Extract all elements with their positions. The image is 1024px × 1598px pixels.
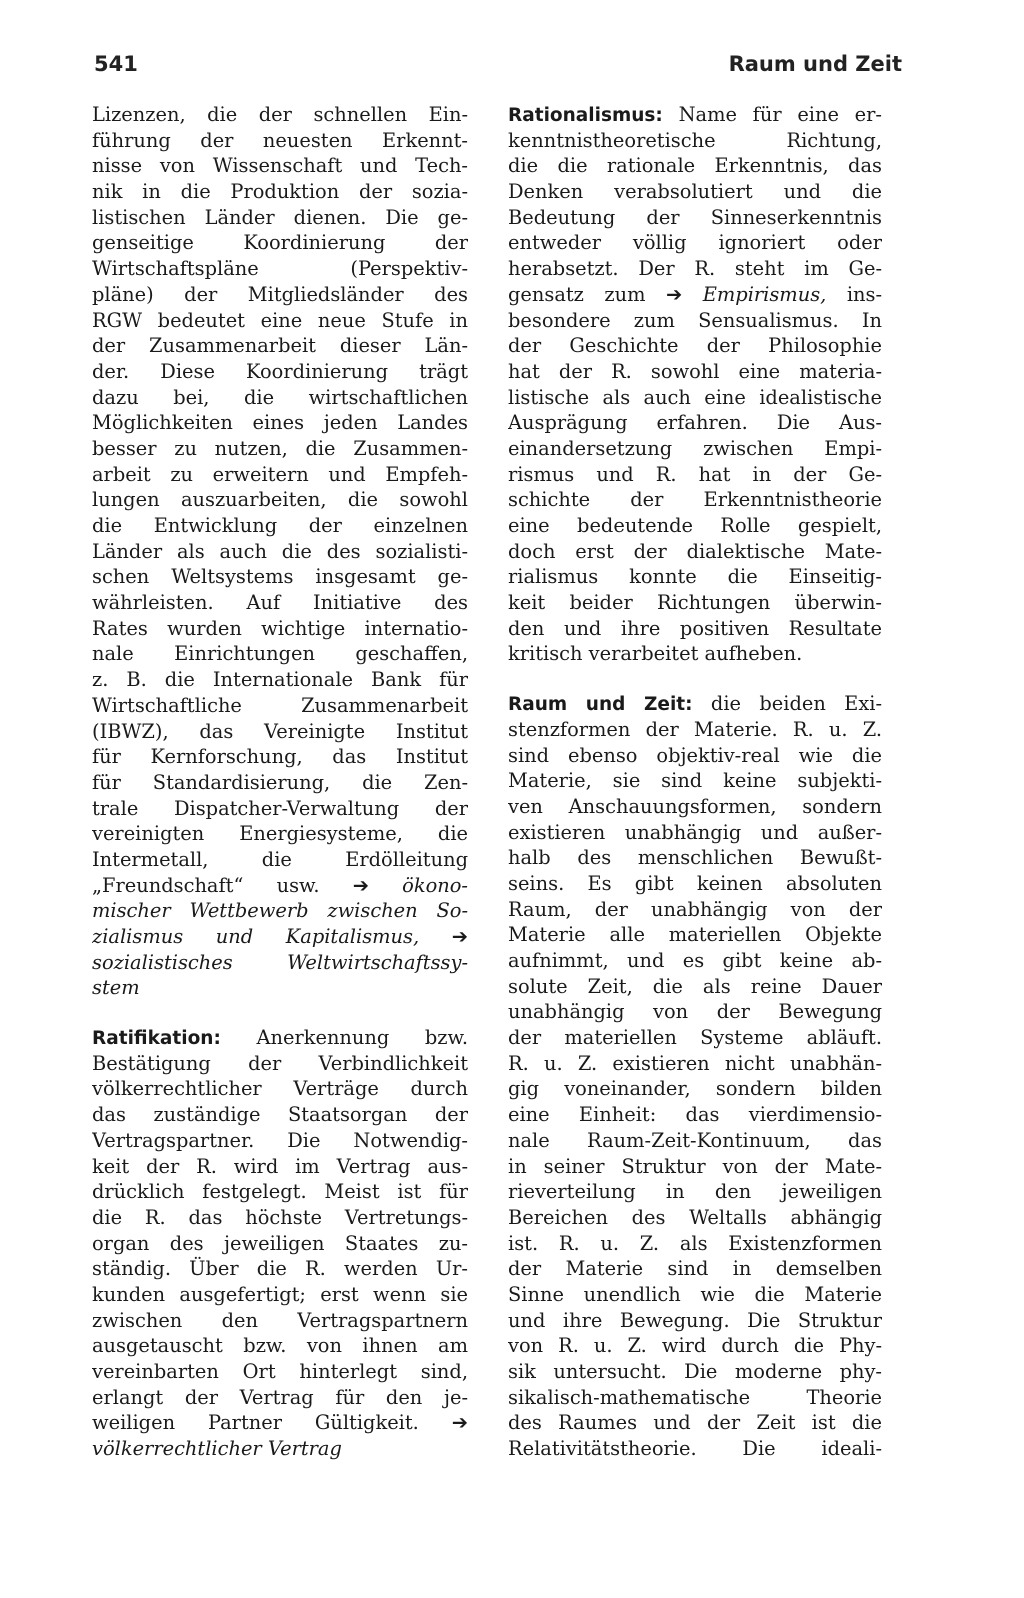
- text-line: führung der neuesten Erkennt-: [92, 128, 468, 152]
- text-line: vereinigten Energiesysteme, die: [92, 822, 468, 846]
- text-line: Bereichen des Weltalls abhängig: [508, 1205, 882, 1229]
- text-line: einandersetzung zwischen Empi-: [508, 436, 882, 460]
- text-line: trale Dispatcher-Verwaltung der: [92, 796, 468, 820]
- text-line: besser zu nutzen, die Zusammen-: [92, 436, 468, 460]
- text-line: gig voneinander, sondern bilden: [508, 1077, 882, 1101]
- entry-term: Rationalismus:: [508, 105, 663, 126]
- text-line: vereinbarten Ort hinterlegt sind,: [92, 1360, 468, 1383]
- text-line: eine Einheit: das vierdimensio-: [508, 1103, 882, 1127]
- text-line: kritisch verarbeitet aufheben.: [508, 642, 803, 666]
- text-line: für Standardisierung, die Zen-: [92, 770, 468, 794]
- cross-reference: Empirismus,: [702, 282, 827, 306]
- text-line: Rates wurden wichtige internatio-: [92, 616, 468, 640]
- text-line: (IBWZ), das Vereinigte Institut: [92, 719, 468, 743]
- text-line: [92, 873, 468, 899]
- text-line: keit beider Richtungen überwin-: [508, 591, 882, 615]
- text-line: ist. R. u. Z. als Existenzformen: [508, 1231, 882, 1255]
- cross-reference-arrow-icon: ➔: [451, 1411, 468, 1435]
- text-line: der materiellen Systeme abläuft.: [508, 1026, 882, 1050]
- text-line: ausgetauscht bzw. von ihnen am: [92, 1334, 468, 1358]
- running-head: Raum und Zeit: [728, 52, 902, 76]
- text-line: nale Einrichtungen geschaffen,: [92, 642, 468, 666]
- text-line: doch erst der dialektische Mate-: [508, 539, 882, 563]
- entry-term: Raum und Zeit:: [508, 694, 693, 716]
- text-line: Ausprägung erfahren. Die Aus-: [508, 411, 882, 435]
- text-line: rieverteilung in den jeweiligen: [508, 1180, 882, 1204]
- text-line: Länder als auch die des sozialisti-: [92, 539, 468, 563]
- text-line: herabsetzt. Der R. steht im Ge-: [508, 257, 882, 281]
- page-header: [94, 52, 902, 84]
- cross-reference-arrow-icon: ➔: [352, 873, 369, 897]
- entry-term: Ratifikation:: [92, 1028, 221, 1050]
- left-column: [92, 102, 468, 1462]
- text-line: halb des menschlichen Bewußt-: [508, 846, 882, 870]
- text-fragment: weiligen Partner Gültigkeit.: [92, 1411, 419, 1435]
- text-line: Intermetall, die Erdölleitung: [92, 847, 468, 871]
- text-line: aufnimmt, und es gibt keine ab-: [508, 949, 882, 972]
- text-line: rialismus konnte die Einseitig-: [508, 565, 882, 589]
- entry-raum-und-zeit: [508, 691, 882, 1462]
- text-line: stenzformen der Materie. R. u. Z.: [508, 717, 882, 741]
- text-line: kenntnistheoretische Richtung,: [508, 128, 882, 152]
- text-line: Möglichkeiten eines jeden Landes: [92, 411, 468, 435]
- text-line: besondere zum Sensualismus. In: [508, 308, 882, 332]
- text-line: [92, 1410, 468, 1436]
- cross-reference-line: mischer Wettbewerb zwischen So-: [92, 899, 468, 923]
- text-line: Vertragspartner. Die Notwendig-: [92, 1128, 468, 1152]
- text-line: existieren unabhängig und außer-: [508, 820, 882, 844]
- text-line: Sinne unendlich wie die Materie: [508, 1282, 882, 1306]
- text-line: solute Zeit, die als reine Dauer: [508, 974, 882, 998]
- entry-continuation: [92, 102, 468, 1001]
- entry-rationalismus: [508, 102, 882, 667]
- text-line: Materie alle materiellen Objekte: [508, 923, 882, 947]
- text-line: sikalisch-mathematische Theorie: [508, 1385, 882, 1409]
- text-line: eine bedeutende Rolle gespielt,: [508, 514, 882, 537]
- text-fragment: Name für eine er-: [678, 103, 882, 126]
- text-line: R. u. Z. existieren nicht unabhän-: [508, 1051, 882, 1075]
- text-line: der Materie sind in demselben: [508, 1257, 882, 1281]
- cross-reference-line: völkerrechtlicher Vertrag: [92, 1437, 342, 1461]
- text-line: Raum, der unabhängig von der: [508, 897, 882, 921]
- text-line: unabhängig von der Bewegung: [508, 1000, 882, 1024]
- text-line: [92, 924, 468, 950]
- text-line: z. B. die Internationale Bank für: [92, 668, 468, 692]
- text-line: lungen auszuarbeiten, die sowohl: [92, 488, 468, 512]
- page-number: 541: [94, 52, 138, 76]
- text-line: zwischen den Vertragspartnern: [92, 1308, 468, 1332]
- text-line: des Raumes und der Zeit ist die: [508, 1411, 882, 1435]
- cross-reference: zialismus und Kapitalismus,: [92, 925, 420, 948]
- text-line: das zuständige Staatsorgan der: [92, 1103, 468, 1127]
- text-line: die Entwicklung der einzelnen: [92, 514, 468, 537]
- text-line: Lizenzen, die der schnellen Ein-: [92, 103, 468, 126]
- text-line: der Zusammenarbeit dieser Län-: [92, 334, 468, 358]
- text-line: genseitige Koordinierung der: [92, 231, 468, 255]
- text-line: sind ebenso objektiv-real wie die: [508, 743, 882, 767]
- text-line: RGW bedeutet eine neue Stufe in: [92, 308, 468, 332]
- text-line: nisse von Wissenschaft und Tech-: [92, 154, 468, 178]
- text-fragment: ins-: [846, 282, 882, 306]
- text-line: seins. Es gibt keinen absoluten: [508, 871, 882, 895]
- text-line: Denken verabsolutiert und die: [508, 180, 882, 204]
- text-line: den und ihre positiven Resultate: [508, 616, 882, 640]
- text-line: die R. das höchste Vertretungs-: [92, 1205, 468, 1229]
- text-line: nik in die Produktion der sozia-: [92, 180, 468, 204]
- text-fragment: „Freundschaft“ usw.: [92, 873, 320, 897]
- text-line: Wirtschaftliche Zusammenarbeit: [92, 693, 468, 717]
- text-line: arbeit zu erweitern und Empfeh-: [92, 462, 468, 486]
- cross-reference-line: stem: [92, 976, 140, 1000]
- text-line: kunden ausgefertigt; erst wenn sie: [92, 1282, 468, 1306]
- text-line: schen Weltsystems insgesamt ge-: [92, 565, 468, 589]
- text-line: dazu bei, die wirtschaftlichen: [92, 385, 468, 409]
- text-line: in seiner Struktur von der Mate-: [508, 1154, 882, 1178]
- text-line: nale Raum-Zeit-Kontinuum, das: [508, 1128, 882, 1152]
- text-line: [92, 1025, 468, 1051]
- text-line: erlangt der Vertrag für den je-: [92, 1385, 468, 1409]
- text-line: der Geschichte der Philosophie: [508, 334, 882, 358]
- text-line: währleisten. Auf Initiative des: [92, 591, 468, 615]
- entry-ratifikation: [92, 1025, 468, 1462]
- text-line: von R. u. Z. wird durch die Phy-: [508, 1334, 882, 1358]
- text-line: hat der R. sowohl eine materia-: [508, 359, 882, 383]
- text-line: Wirtschaftspläne (Perspektiv-: [92, 257, 468, 281]
- text-line: die die rationale Erkenntnis, das: [508, 154, 882, 178]
- text-line: drücklich festgelegt. Meist ist für: [92, 1180, 468, 1204]
- text-line: völkerrechtlicher Verträge durch: [92, 1077, 468, 1101]
- cross-reference: ökono-: [402, 873, 468, 897]
- text-line: [508, 691, 882, 717]
- text-line: Relativitätstheorie. Die ideali-: [508, 1437, 882, 1461]
- text-line: für Kernforschung, das Institut: [92, 745, 468, 769]
- text-line: keit der R. wird im Vertrag aus-: [92, 1154, 468, 1178]
- text-line: der. Diese Koordinierung trägt: [92, 359, 468, 383]
- text-line: listische als auch eine idealistische: [508, 385, 882, 409]
- text-line: Bestätigung der Verbindlichkeit: [92, 1051, 468, 1075]
- text-line: rismus und R. hat in der Ge-: [508, 462, 882, 486]
- text-line: ven Anschauungsformen, sondern: [508, 794, 882, 818]
- text-line: schichte der Erkenntnistheorie: [508, 488, 882, 512]
- cross-reference-arrow-icon: ➔: [665, 282, 683, 306]
- text-line: sik untersucht. Die moderne phy-: [508, 1360, 882, 1383]
- text-line: [508, 282, 882, 308]
- entry-gap: [508, 667, 882, 691]
- text-line: und ihre Bewegung. Die Struktur: [508, 1308, 882, 1332]
- text-line: [508, 102, 882, 128]
- entry-gap: [92, 1001, 468, 1025]
- text-line: pläne) der Mitgliedsländer des: [92, 282, 468, 306]
- text-fragment: Anerkennung bzw.: [256, 1026, 468, 1050]
- text-fragment: die beiden Exi-: [710, 692, 882, 716]
- text-fragment: gensatz zum: [508, 282, 646, 306]
- cross-reference-line: sozialistisches Weltwirtschaftssy-: [92, 950, 468, 974]
- text-line: organ des jeweiligen Staates zu-: [92, 1231, 468, 1255]
- text-line: entweder völlig ignoriert oder: [508, 231, 882, 255]
- text-line: Materie, sie sind keine subjekti-: [508, 769, 882, 793]
- text-line: Bedeutung der Sinneserkenntnis: [508, 205, 882, 229]
- cross-reference-arrow-icon: ➔: [451, 925, 468, 948]
- text-line: ständig. Über die R. werden Ur-: [92, 1257, 468, 1281]
- text-line: listischen Länder dienen. Die ge-: [92, 205, 468, 229]
- right-column: [508, 102, 882, 1462]
